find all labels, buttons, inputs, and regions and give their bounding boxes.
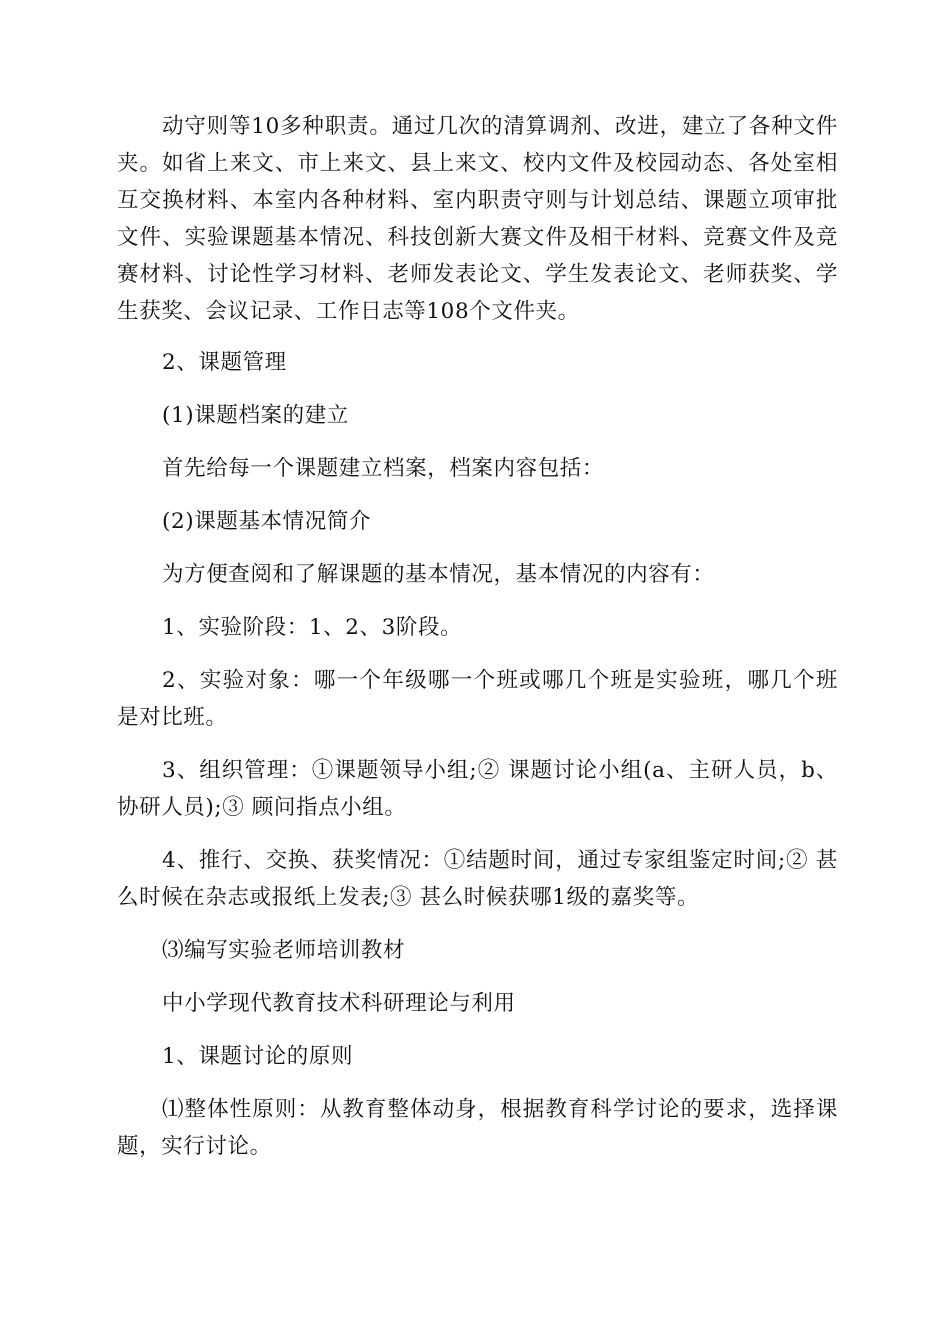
list-item-promotion-awards: 4、推行、交换、获奖情况：①结题时间，通过专家组鉴定时间;② 甚么时候在杂志或报纸上发表;③ 甚么时候获哪1级的嘉奖等。 [117,848,838,910]
list-item-organization: 3、组织管理：①课题领导小组;② 课题讨论小组(a、主研人员，b、协研人员);③ 顾问指点小组。 [117,758,838,820]
heading-topic-management: 2、课题管理 [162,350,287,375]
paragraph-archive-folders: 动守则等10多种职责。通过几次的清算调剂、改进，建立了各种文件夹。如省上来文、市上来文、县上来文、校内文件及校园动态、各处室相互交换材料、本室内各种材料、室内职责守则与计划总结、课题立项审批文件、实验课题基本情况、科技创新大赛文件及相干材料、竞赛文件及竞赛材料、讨论性学习材料、老师发表论文、学生发表论文、老师获奖、学生获奖、会议记录、工作日志等108个文件夹。 [117,114,838,324]
paragraph-basic-info-intro: 为方便查阅和了解课题的基本情况，基本情况的内容有： [162,562,715,587]
paragraph-archive-contents: 首先给每一个课题建立档案，档案内容包括： [162,456,605,481]
subheading-training-materials: ⑶编写实验老师培训教材 [162,938,406,963]
list-item-experiment-subjects: 2、实验对象：哪一个年级哪一个班或哪几个班是实验班，哪几个班是对比班。 [117,668,838,730]
list-item-experiment-stage: 1、实验阶段：1、2、3阶段。 [162,615,463,640]
heading-research-principles: 1、课题讨论的原则 [162,1044,354,1069]
subheading-topic-archive: (1)课题档案的建立 [162,403,349,428]
paragraph-holistic-principle: ⑴整体性原则：从教育整体动身，根据教育科学讨论的要求，选择课题，实行讨论。 [117,1097,838,1159]
subheading-basic-info: (2)课题基本情况简介 [162,509,372,534]
heading-research-theory: 中小学现代教育技术科研理论与利用 [162,991,516,1016]
